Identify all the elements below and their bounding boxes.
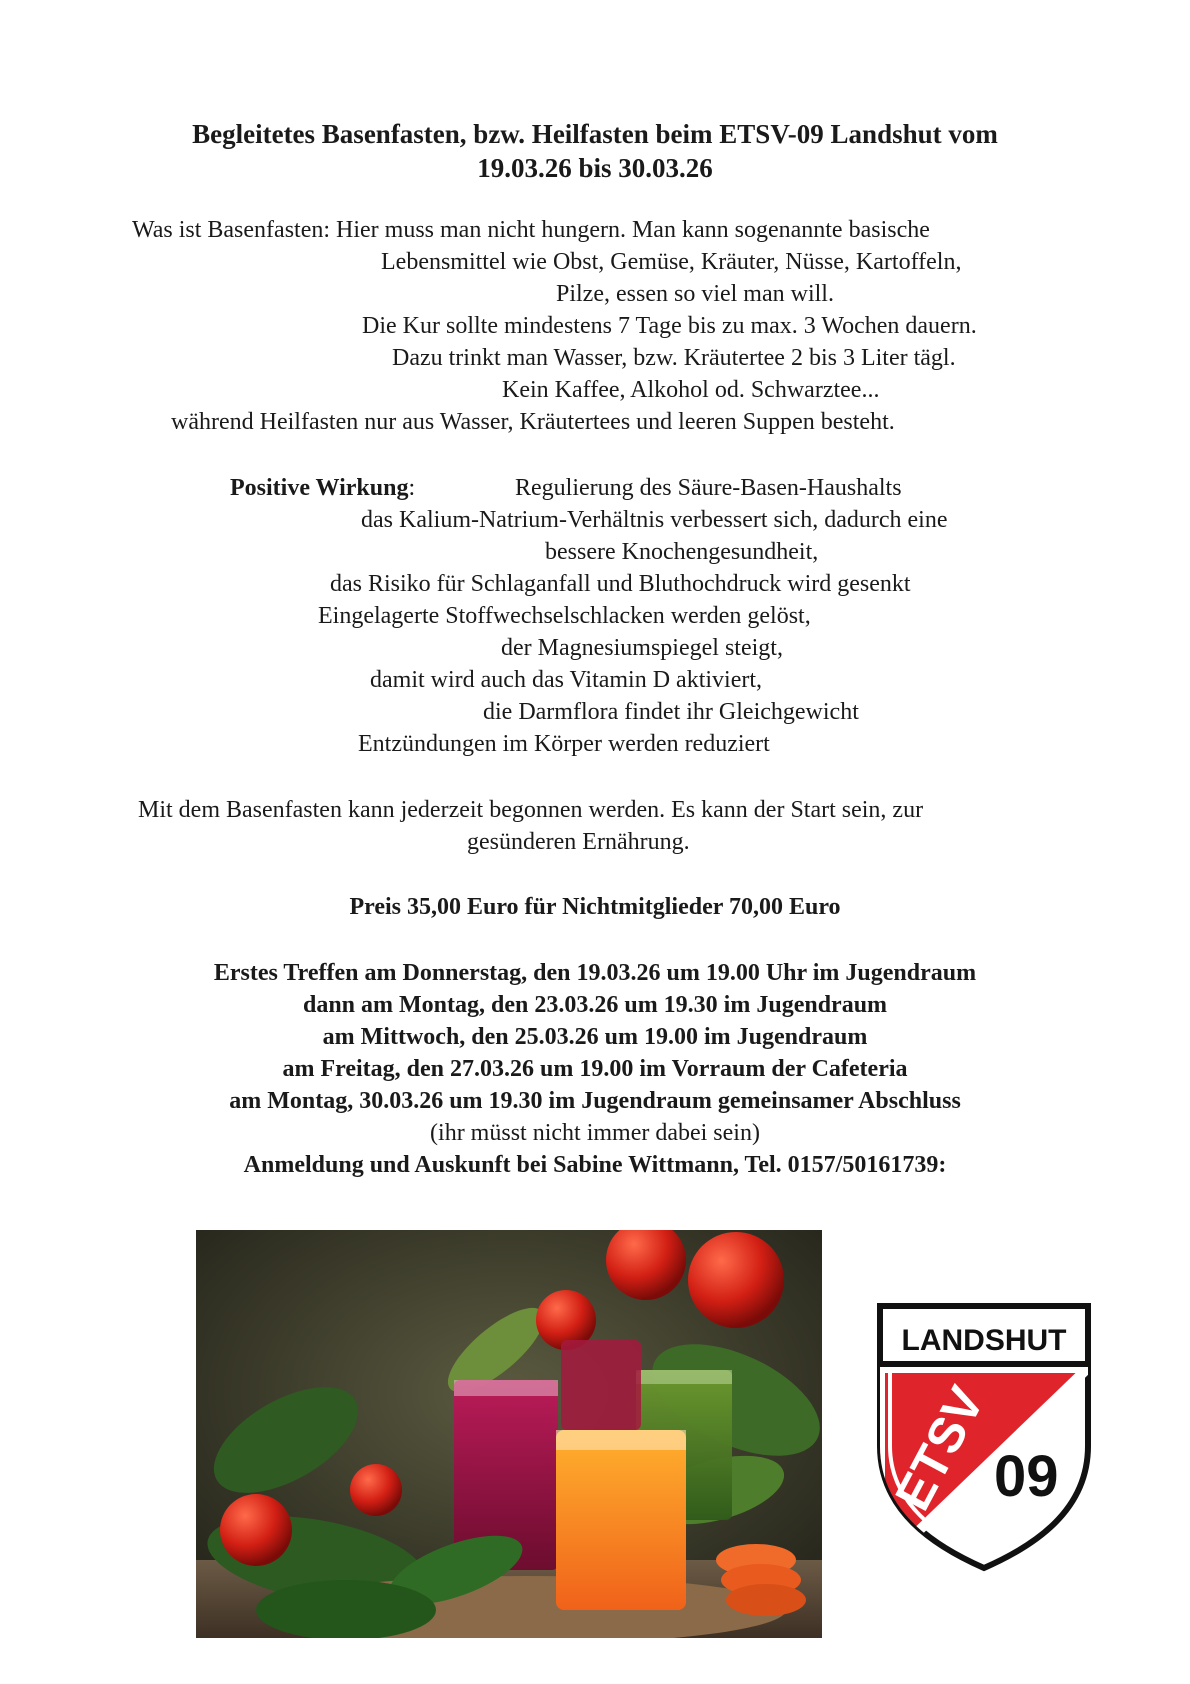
effects-line-4: das Risiko für Schlaganfall und Bluthochdruck wird gesenkt: [330, 571, 911, 597]
schedule-line-5: am Montag, 30.03.26 um 19.30 im Jugendraum gemeinsamer Abschluss: [229, 1088, 961, 1114]
effects-line-2: das Kalium-Natrium-Verhältnis verbessert sich, dadurch eine: [361, 507, 948, 533]
effects-line-5: Eingelagerte Stoffwechselschlacken werden gelöst,: [318, 603, 811, 629]
effects-label: Positive Wirkung: [230, 475, 409, 501]
start-line-1: Mit dem Basenfasten kann jederzeit begonnen werden. Es kann der Start sein, zur: [138, 797, 924, 823]
intro-line-6: Kein Kaffee, Alkohol od. Schwarztee...: [502, 377, 880, 403]
start-line-2: gesünderen Ernährung.: [467, 829, 690, 855]
page-title-dates: 19.03.26 bis 30.03.26: [477, 153, 713, 183]
intro-line-4: Die Kur sollte mindestens 7 Tage bis zu max. 3 Wochen dauern.: [362, 313, 977, 339]
effects-line-6: der Magnesiumspiegel steigt,: [501, 635, 783, 661]
intro-line-1: Was ist Basenfasten: Hier muss man nicht hungern. Man kann sogenannte basische: [132, 217, 930, 243]
vegetable-juices-photo: [196, 1230, 822, 1638]
logo-number-text: 09: [994, 1444, 1059, 1509]
schedule-line-3: am Mittwoch, den 25.03.26 um 19.00 im Jugendraum: [322, 1024, 868, 1050]
etsv-landshut-logo: [864, 1296, 1104, 1574]
schedule-line-2: dann am Montag, den 23.03.26 um 19.30 im Jugendraum: [302, 992, 888, 1018]
contact-line: Anmeldung und Auskunft bei Sabine Wittmann, Tel. 0157/50161739:: [243, 1152, 947, 1178]
logo-etsv-text: ETSV: [884, 1377, 996, 1520]
price-line: Preis 35,00 Euro für Nichtmitglieder 70,00 Euro: [349, 894, 841, 920]
effects-heading: [230, 473, 415, 503]
effects-line-7: damit wird auch das Vitamin D aktiviert,: [370, 667, 763, 693]
schedule-line-4: am Freitag, den 27.03.26 um 19.00 im Vorraum der Cafeteria: [282, 1056, 908, 1082]
effects-line-8: die Darmflora findet ihr Gleichgewicht: [483, 699, 859, 725]
intro-line-3: Pilze, essen so viel man will.: [556, 281, 834, 307]
effects-line-9: Entzündungen im Körper werden reduziert: [358, 731, 770, 757]
intro-line-5: Dazu trinkt man Wasser, bzw. Kräutertee 2 bis 3 Liter tägl.: [392, 345, 956, 371]
schedule-line-1: Erstes Treffen am Donnerstag, den 19.03.26 um 19.00 Uhr im Jugendraum: [213, 960, 977, 986]
effects-line-3: bessere Knochengesundheit,: [545, 539, 819, 565]
effects-line-1: Regulierung des Säure-Basen-Haushalts: [515, 475, 902, 501]
intro-line-7: während Heilfasten nur aus Wasser, Kräutertees und leeren Suppen besteht.: [171, 409, 895, 435]
intro-line-2: Lebensmittel wie Obst, Gemüse, Kräuter, Nüsse, Kartoffeln,: [381, 249, 962, 275]
schedule-note: (ihr müsst nicht immer dabei sein): [430, 1120, 760, 1146]
page-title: Begleitetes Basenfasten, bzw. Heilfasten beim ETSV-09 Landshut vom: [192, 119, 998, 149]
effects-colon: :: [408, 475, 416, 501]
logo-top-text: LANDSHUT: [901, 1324, 1067, 1357]
